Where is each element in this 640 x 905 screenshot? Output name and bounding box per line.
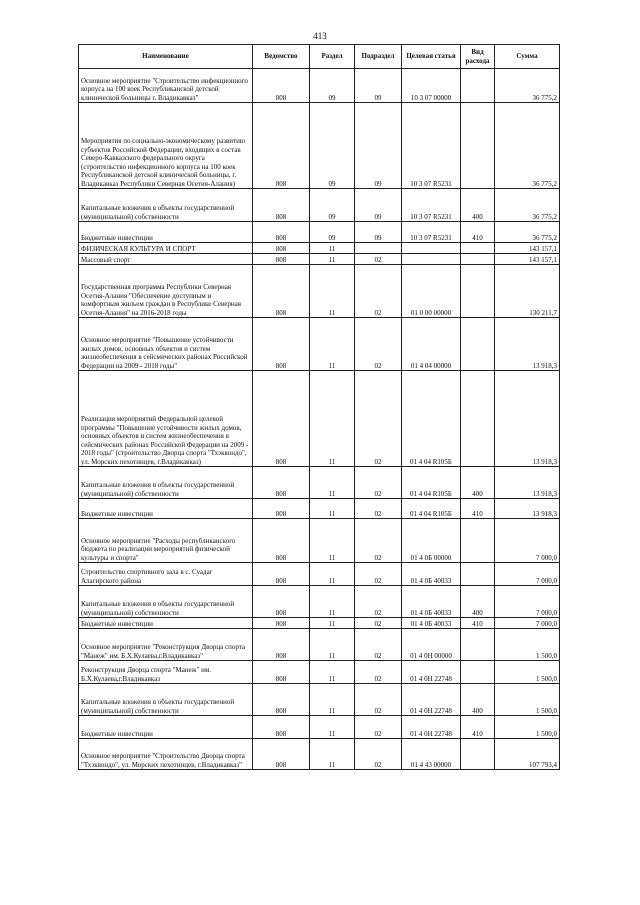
row-expense-type — [461, 243, 495, 254]
row-sum: 1 500,0 — [495, 629, 560, 661]
row-sum: 143 157,1 — [495, 243, 560, 254]
row-sum: 1 500,0 — [495, 684, 560, 716]
row-razdel: 11 — [310, 243, 355, 254]
row-name: Массовый спорт — [79, 254, 253, 265]
row-vedomstvo: 808 — [253, 499, 310, 519]
row-razdel: 11 — [310, 254, 355, 265]
row-name: Капитальные вложения в объекты государственной (муниципальной) собственности — [79, 467, 253, 499]
row-razdel: 11 — [310, 586, 355, 618]
row-vedomstvo: 808 — [253, 103, 310, 189]
row-sum: 36 775,2 — [495, 69, 560, 103]
row-podrazdel: 02 — [355, 661, 402, 684]
row-sum: 13 918,3 — [495, 318, 560, 371]
row-vedomstvo: 808 — [253, 222, 310, 243]
row-razdel: 11 — [310, 371, 355, 467]
row-target-article: 01 4 0Н 22748 — [402, 684, 461, 716]
row-expense-type: 400 — [461, 189, 495, 222]
row-target-article: 01 4 43 00000 — [402, 739, 461, 770]
row-razdel: 09 — [310, 189, 355, 222]
table-row — [79, 254, 560, 265]
row-target-article: 01 4 0Н 22748 — [402, 716, 461, 739]
row-target-article: 01 4 0Б 40033 — [402, 586, 461, 618]
header-podrazdel: Подраздел — [355, 45, 402, 69]
row-sum: 13 918,3 — [495, 467, 560, 499]
row-target-article: 01 4 04 R105Б — [402, 371, 461, 467]
row-target-article: 01 4 04 R105Б — [402, 467, 461, 499]
row-vedomstvo: 808 — [253, 371, 310, 467]
row-target-article: 10 3 07 R5231 — [402, 103, 461, 189]
row-vedomstvo: 808 — [253, 265, 310, 318]
header-sum: Сумма — [495, 45, 560, 69]
row-podrazdel: 09 — [355, 103, 402, 189]
table-row — [79, 618, 560, 629]
row-name: Основное мероприятие "Строительство инфекционного корпуса на 100 коек Республиканской детской клинической больницы г. Владикавказ" — [79, 69, 253, 103]
row-expense-type — [461, 265, 495, 318]
row-razdel: 09 — [310, 103, 355, 189]
row-target-article: 01 4 0Б 00000 — [402, 519, 461, 563]
row-podrazdel: 09 — [355, 69, 402, 103]
header-target-article: Целевая статья — [402, 45, 461, 69]
row-razdel: 11 — [310, 265, 355, 318]
row-expense-type: 410 — [461, 618, 495, 629]
row-name: Капитальные вложения в объекты государственной (муниципальной) собственности — [79, 189, 253, 222]
row-expense-type — [461, 318, 495, 371]
row-target-article: 01 4 0Б 40033 — [402, 563, 461, 586]
table-row — [79, 467, 560, 499]
row-target-article: 01 4 04 R105Б — [402, 499, 461, 519]
header-razdel: Раздел — [310, 45, 355, 69]
row-podrazdel: 02 — [355, 519, 402, 563]
row-vedomstvo: 808 — [253, 318, 310, 371]
row-razdel: 11 — [310, 629, 355, 661]
row-podrazdel: 02 — [355, 586, 402, 618]
row-name: Реализация мероприятий Федеральной целевой программы "Повышение устойчивости жилых домов, основных объектов и систем жизнеобеспечения в сейсмических районах Российской Федерации на 2009 - 2018 годы" (строительство Дворца спорта "Тхэквондо", ул. Морских пехотинцев, г.Владикавказ) — [79, 371, 253, 467]
row-name: Бюджетные инвестиции — [79, 222, 253, 243]
row-podrazdel: 02 — [355, 371, 402, 467]
row-target-article — [402, 254, 461, 265]
row-podrazdel: 02 — [355, 618, 402, 629]
row-vedomstvo: 808 — [253, 629, 310, 661]
row-name: Бюджетные инвестиции — [79, 499, 253, 519]
row-name: Реконструкция Дворца спорта "Манеж" им. Б.Х.Кулаева,г.Владикавказ — [79, 661, 253, 684]
row-expense-type — [461, 629, 495, 661]
row-name: Мероприятия по социально-экономическому развитию субъектов Российской Федерации, входящих в состав Северо-Кавказского федерального округа (строительство инфекционного корпуса на 100 коек Республиканской детской клинической больницы, г. Владикавказ Республики Северная Осетия-Алания) — [79, 103, 253, 189]
row-name: ФИЗИЧЕСКАЯ КУЛЬТУРА И СПОРТ — [79, 243, 253, 254]
row-sum: 7 000,0 — [495, 563, 560, 586]
row-vedomstvo: 808 — [253, 519, 310, 563]
table-header-row — [79, 45, 560, 69]
row-razdel: 11 — [310, 684, 355, 716]
row-sum: 143 157,1 — [495, 254, 560, 265]
row-target-article: 10 3 07 R5231 — [402, 222, 461, 243]
row-vedomstvo: 808 — [253, 586, 310, 618]
table-row — [79, 189, 560, 222]
row-target-article: 10 3 07 00000 — [402, 69, 461, 103]
row-expense-type — [461, 103, 495, 189]
row-podrazdel: 02 — [355, 318, 402, 371]
row-vedomstvo: 808 — [253, 661, 310, 684]
row-vedomstvo: 808 — [253, 618, 310, 629]
row-podrazdel — [355, 243, 402, 254]
table-row — [79, 586, 560, 618]
table-row — [79, 563, 560, 586]
table-row — [79, 661, 560, 684]
row-name: Государственная программа Республики Северная Осетия-Алания "Обеспечение доступным и комфортным жильем граждан в Республике Северная Осетия-Алания" на 2016-2018 годы — [79, 265, 253, 318]
row-podrazdel: 02 — [355, 716, 402, 739]
row-podrazdel: 02 — [355, 499, 402, 519]
table-row — [79, 499, 560, 519]
row-name: Основное мероприятие "Расходы республиканского бюджета по реализации мероприятий физической культуры и спорта" — [79, 519, 253, 563]
row-razdel: 09 — [310, 69, 355, 103]
row-razdel: 11 — [310, 467, 355, 499]
row-razdel: 11 — [310, 739, 355, 770]
table-row — [79, 222, 560, 243]
row-razdel: 11 — [310, 519, 355, 563]
row-expense-type — [461, 563, 495, 586]
row-podrazdel: 09 — [355, 222, 402, 243]
row-sum: 36 775,2 — [495, 189, 560, 222]
row-podrazdel: 02 — [355, 467, 402, 499]
row-sum: 13 918,3 — [495, 499, 560, 519]
row-vedomstvo: 808 — [253, 684, 310, 716]
table-row — [79, 69, 560, 103]
row-target-article: 01 4 04 00000 — [402, 318, 461, 371]
row-sum: 7 000,0 — [495, 586, 560, 618]
table-row — [79, 371, 560, 467]
row-expense-type — [461, 661, 495, 684]
row-expense-type: 400 — [461, 684, 495, 716]
row-sum: 1 500,0 — [495, 716, 560, 739]
table-row — [79, 243, 560, 254]
row-sum: 13 918,3 — [495, 371, 560, 467]
row-name: Строительство спортивного зала в с. Суадаг Алагирского района — [79, 563, 253, 586]
row-name: Основное мероприятие "Повышение устойчивости жилых домов, основных объектов и систем жизнеобеспечения в сейсмических районах Российской Федерации на 2009 - 2018 годы" — [79, 318, 253, 371]
row-name: Капитальные вложения в объекты государственной (муниципальной) собственности — [79, 586, 253, 618]
row-sum: 36 775,2 — [495, 103, 560, 189]
row-podrazdel: 02 — [355, 563, 402, 586]
row-sum: 1 500,0 — [495, 661, 560, 684]
header-name: Наименование — [79, 45, 253, 69]
row-expense-type — [461, 371, 495, 467]
row-target-article: 10 3 07 R5231 — [402, 189, 461, 222]
row-name: Капитальные вложения в объекты государственной (муниципальной) собственности — [79, 684, 253, 716]
row-sum: 107 793,4 — [495, 739, 560, 770]
table-row — [79, 103, 560, 189]
row-sum: 130 211,7 — [495, 265, 560, 318]
row-sum: 7 000,0 — [495, 618, 560, 629]
row-vedomstvo: 808 — [253, 254, 310, 265]
row-razdel: 09 — [310, 222, 355, 243]
row-podrazdel: 09 — [355, 189, 402, 222]
row-target-article — [402, 243, 461, 254]
row-vedomstvo: 808 — [253, 563, 310, 586]
row-target-article: 01 4 0Б 40033 — [402, 618, 461, 629]
row-expense-type — [461, 254, 495, 265]
budget-table — [78, 44, 560, 770]
table-row — [79, 265, 560, 318]
row-razdel: 11 — [310, 661, 355, 684]
row-expense-type: 410 — [461, 716, 495, 739]
row-expense-type: 410 — [461, 222, 495, 243]
row-target-article: 01 4 0Н 00000 — [402, 629, 461, 661]
row-name: Бюджетные инвестиции — [79, 716, 253, 739]
table-row — [79, 629, 560, 661]
table-row — [79, 318, 560, 371]
row-expense-type: 400 — [461, 467, 495, 499]
row-sum: 7 000,0 — [495, 519, 560, 563]
row-razdel: 11 — [310, 318, 355, 371]
table-row — [79, 716, 560, 739]
row-razdel: 11 — [310, 716, 355, 739]
table-row — [79, 519, 560, 563]
row-expense-type — [461, 69, 495, 103]
table-row — [79, 739, 560, 770]
row-razdel: 11 — [310, 563, 355, 586]
row-vedomstvo: 808 — [253, 243, 310, 254]
row-expense-type: 400 — [461, 586, 495, 618]
row-vedomstvo: 808 — [253, 716, 310, 739]
table-row — [79, 684, 560, 716]
header-vedomstvo: Ведомство — [253, 45, 310, 69]
row-podrazdel: 02 — [355, 739, 402, 770]
row-podrazdel: 02 — [355, 629, 402, 661]
row-podrazdel: 02 — [355, 684, 402, 716]
header-expense-type: Вид расхода — [461, 45, 495, 69]
row-podrazdel: 02 — [355, 265, 402, 318]
row-sum: 36 775,2 — [495, 222, 560, 243]
row-expense-type — [461, 739, 495, 770]
row-razdel: 11 — [310, 499, 355, 519]
row-target-article: 01 4 0Н 22748 — [402, 661, 461, 684]
row-vedomstvo: 808 — [253, 467, 310, 499]
row-vedomstvo: 808 — [253, 189, 310, 222]
row-podrazdel: 02 — [355, 254, 402, 265]
row-razdel: 11 — [310, 618, 355, 629]
row-name: Основное мероприятие "Строительство Дворца спорта "Тхэквондо", ул. Морских пехотинцев, г.Владикавказ" — [79, 739, 253, 770]
row-name: Бюджетные инвестиции — [79, 618, 253, 629]
row-target-article: 01 0 00 00000 — [402, 265, 461, 318]
row-name: Основное мероприятие "Реконструкция Дворца спорта "Манеж" им. Б.Х.Кулаева,г.Владикавказ" — [79, 629, 253, 661]
row-vedomstvo: 808 — [253, 69, 310, 103]
row-expense-type: 410 — [461, 499, 495, 519]
page-number: 413 — [313, 31, 327, 41]
row-expense-type — [461, 519, 495, 563]
row-vedomstvo: 808 — [253, 739, 310, 770]
